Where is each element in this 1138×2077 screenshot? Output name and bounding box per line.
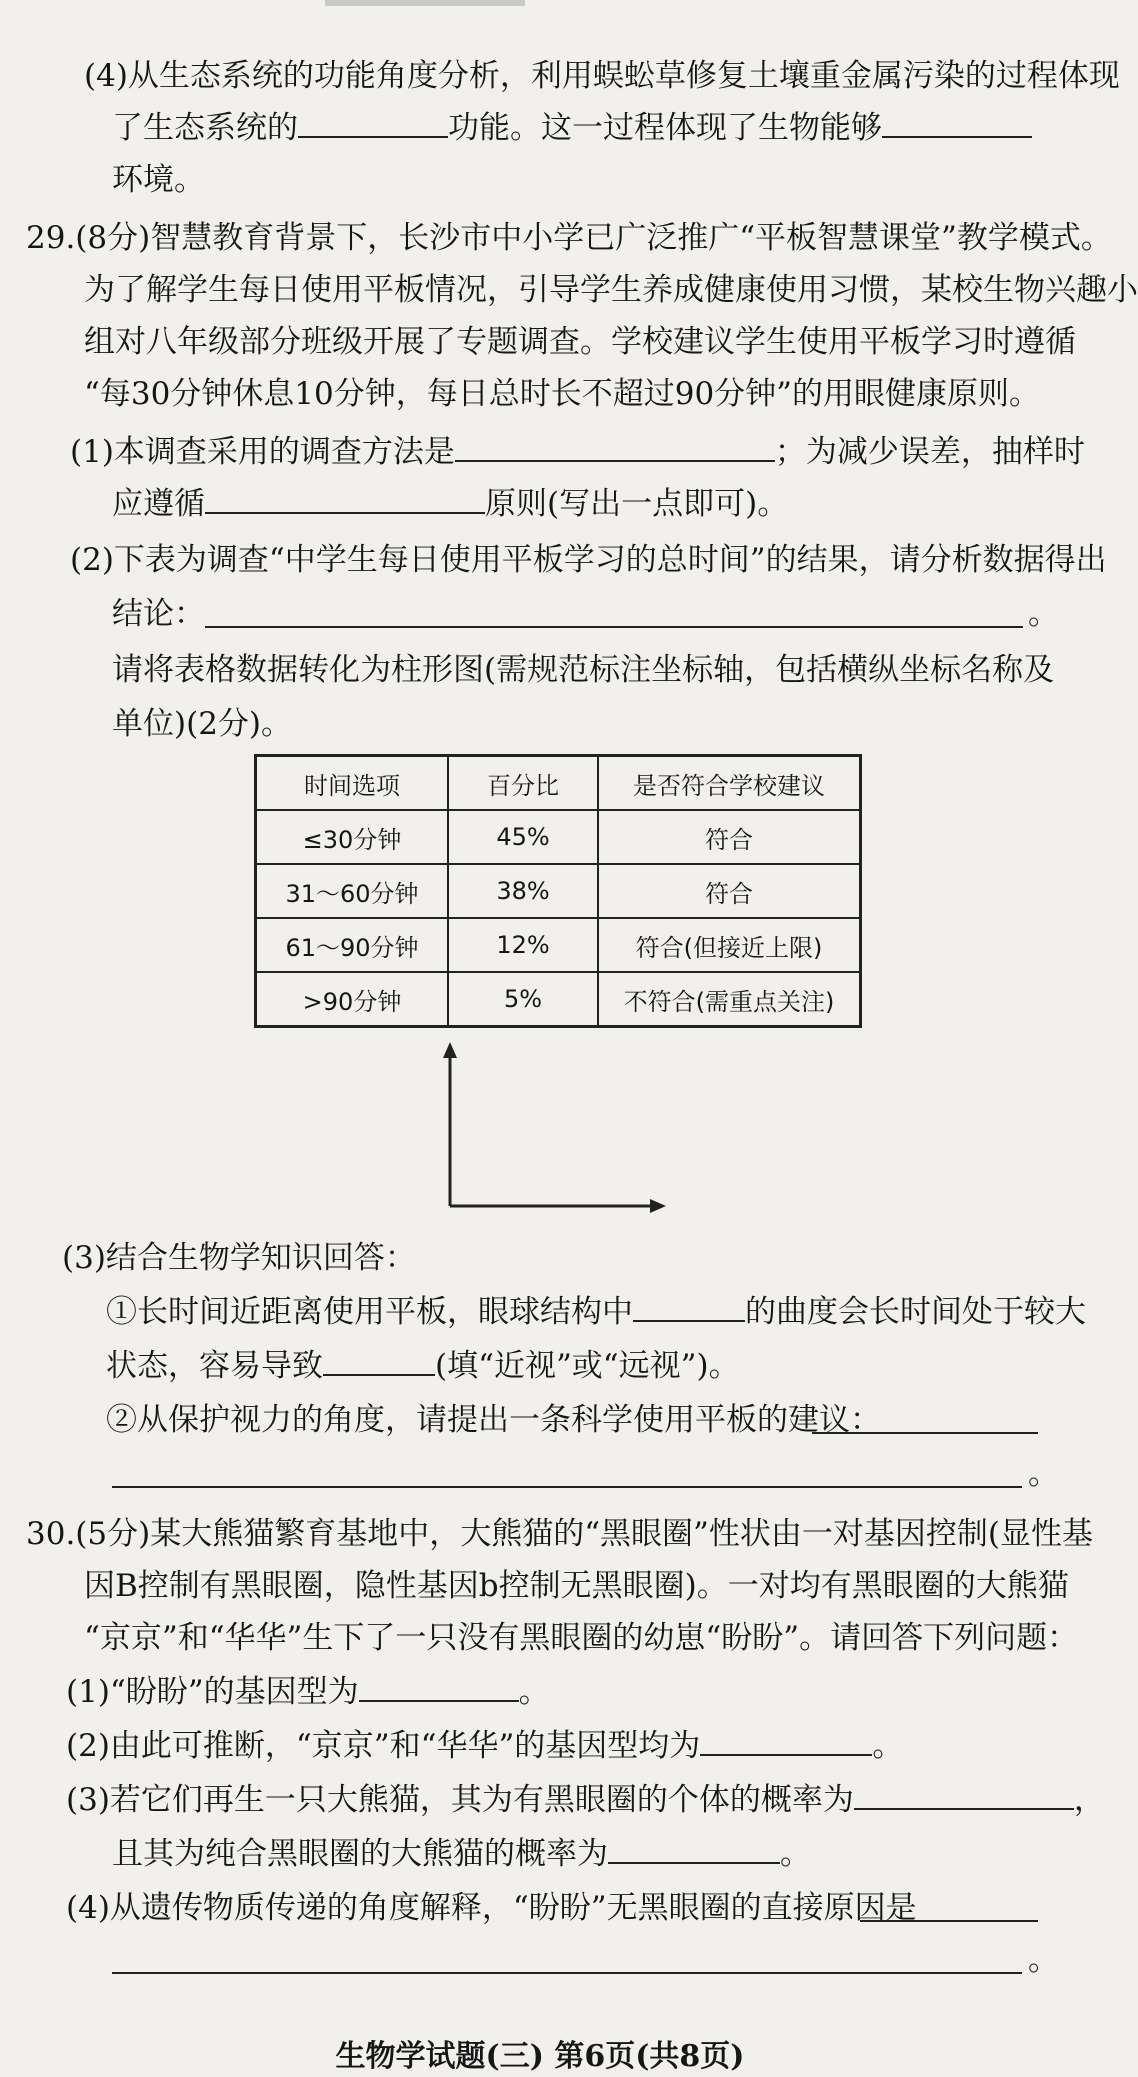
table-cell: 38%	[448, 864, 598, 918]
table-cell: 31～60分钟	[256, 864, 449, 918]
answer-blank[interactable]	[812, 1432, 1038, 1434]
answer-blank[interactable]	[882, 108, 1032, 138]
table-cell: 5%	[448, 972, 598, 1027]
table-row	[256, 972, 861, 1027]
period-mark: 。	[1028, 1456, 1059, 1492]
answer-blank[interactable]	[455, 432, 775, 462]
table-cell: 45%	[448, 810, 598, 864]
table-cell: 不符合(需重点关注)	[598, 972, 861, 1027]
answer-blank[interactable]	[298, 108, 448, 138]
table-row	[256, 918, 861, 972]
q29-part2-line2: 结论：	[112, 596, 205, 632]
q29-part3-line2: ①长时间近距离使用平板，眼球结构中 的曲度会长时间处于较大	[106, 1294, 1086, 1330]
x-axis-arrow-icon	[650, 1199, 666, 1213]
table-header: 是否符合学校建议	[598, 756, 861, 811]
table-cell: ≤30分钟	[256, 810, 449, 864]
q29-part1-line1: (1)本调查采用的调查方法是 ；为减少误差，抽样时	[70, 434, 1085, 470]
q29-part3-line3: 状态，容易导致 (填“近视”或“远视”)。	[106, 1348, 740, 1384]
table-cell: >90分钟	[256, 972, 449, 1027]
answer-blank[interactable]	[112, 1972, 1022, 1974]
q29-part3-line1: (3)结合生物学知识回答：	[62, 1240, 416, 1276]
y-axis-arrow-icon	[443, 1042, 457, 1058]
answer-blank[interactable]	[323, 1346, 435, 1376]
answer-blank[interactable]	[633, 1292, 745, 1322]
table-cell: 符合	[598, 864, 861, 918]
q30-part1: (1)“盼盼”的基因型为 。	[66, 1674, 550, 1710]
table-row	[256, 810, 861, 864]
answer-blank[interactable]	[205, 626, 1023, 628]
table-cell: 12%	[448, 918, 598, 972]
data-table	[254, 754, 862, 1028]
period-mark: 。	[1028, 596, 1059, 632]
q29-intro-line4: “每30分钟休息10分钟，每日总时长不超过90分钟”的用眼健康原则。	[84, 376, 1041, 412]
table-row	[256, 864, 861, 918]
q30-intro-line2: 因B控制有黑眼圈，隐性基因b控制无黑眼圈)。一对均有黑眼圈的大熊猫	[84, 1568, 1069, 1604]
answer-blank[interactable]	[359, 1672, 519, 1702]
answer-blank[interactable]	[860, 1920, 1038, 1922]
table-header: 时间选项	[256, 756, 449, 811]
table-header-row	[256, 756, 861, 811]
period-mark: 。	[1028, 1942, 1059, 1978]
q28-part4-line2: 了生态系统的 功能。这一过程体现了生物能够	[112, 108, 1032, 148]
page-footer: 生物学试题(三) 第6页(共8页)	[335, 2039, 745, 2074]
q30-intro-line3: “京京”和“华华”生下了一只没有黑眼圈的幼崽“盼盼”。请回答下列问题：	[84, 1620, 1079, 1656]
q29-part2-line1: (2)下表为调查“中学生每日使用平板学习的总时间”的结果，请分析数据得出	[70, 542, 1107, 578]
q29-intro-line3: 组对八年级部分班级开展了专题调查。学校建议学生使用平板学习时遵循	[84, 324, 1076, 360]
q28-part4-line1: (4)从生态系统的功能角度分析，利用蜈蚣草修复土壤重金属污染的过程体现	[84, 58, 1120, 94]
q28-part4-line3: 环境。	[112, 162, 205, 198]
answer-blank[interactable]	[205, 484, 485, 514]
q29-intro-line2: 为了解学生每日使用平板情况，引导学生养成健康使用习惯，某校生物兴趣小	[84, 272, 1138, 308]
q29-part2-line3: 请将表格数据转化为柱形图(需规范标注坐标轴，包括横纵坐标名称及	[112, 652, 1055, 688]
answer-blank[interactable]	[112, 1486, 1022, 1488]
q30-intro-line1: 30.(5分)某大熊猫繁育基地中，大熊猫的“黑眼圈”性状由一对基因控制(显性基	[26, 1516, 1093, 1552]
answer-blank[interactable]	[608, 1834, 780, 1864]
answer-blank[interactable]	[854, 1780, 1074, 1810]
q29-intro-line1: 29.(8分)智慧教育背景下，长沙市中小学已广泛推广“平板智慧课堂”教学模式。	[26, 220, 1112, 256]
q29-part2-line4: 单位)(2分)。	[112, 706, 293, 742]
table-cell: 符合(但接近上限)	[598, 918, 861, 972]
q30-part4-line1: (4)从遗传物质传递的角度解释，“盼盼”无黑眼圈的直接原因是	[66, 1890, 917, 1926]
q30-part2: (2)由此可推断，“京京”和“华华”的基因型均为 。	[66, 1728, 904, 1764]
scan-artifact	[325, 0, 525, 6]
q30-part3-line2: 且其为纯合黑眼圈的大熊猫的概率为 。	[112, 1836, 811, 1872]
table-cell: 61～90分钟	[256, 918, 449, 972]
blank-axes[interactable]	[430, 1040, 670, 1216]
table-header: 百分比	[448, 756, 598, 811]
q30-part3-line1: (3)若它们再生一只大熊猫，其为有黑眼圈的个体的概率为 ，	[66, 1782, 1105, 1818]
q29-part1-line2: 应遵循 原则(写出一点即可)。	[112, 486, 789, 522]
table-cell: 符合	[598, 810, 861, 864]
q29-part3-line4: ②从保护视力的角度，请提出一条科学使用平板的建议：	[106, 1402, 881, 1438]
answer-blank[interactable]	[700, 1726, 872, 1756]
